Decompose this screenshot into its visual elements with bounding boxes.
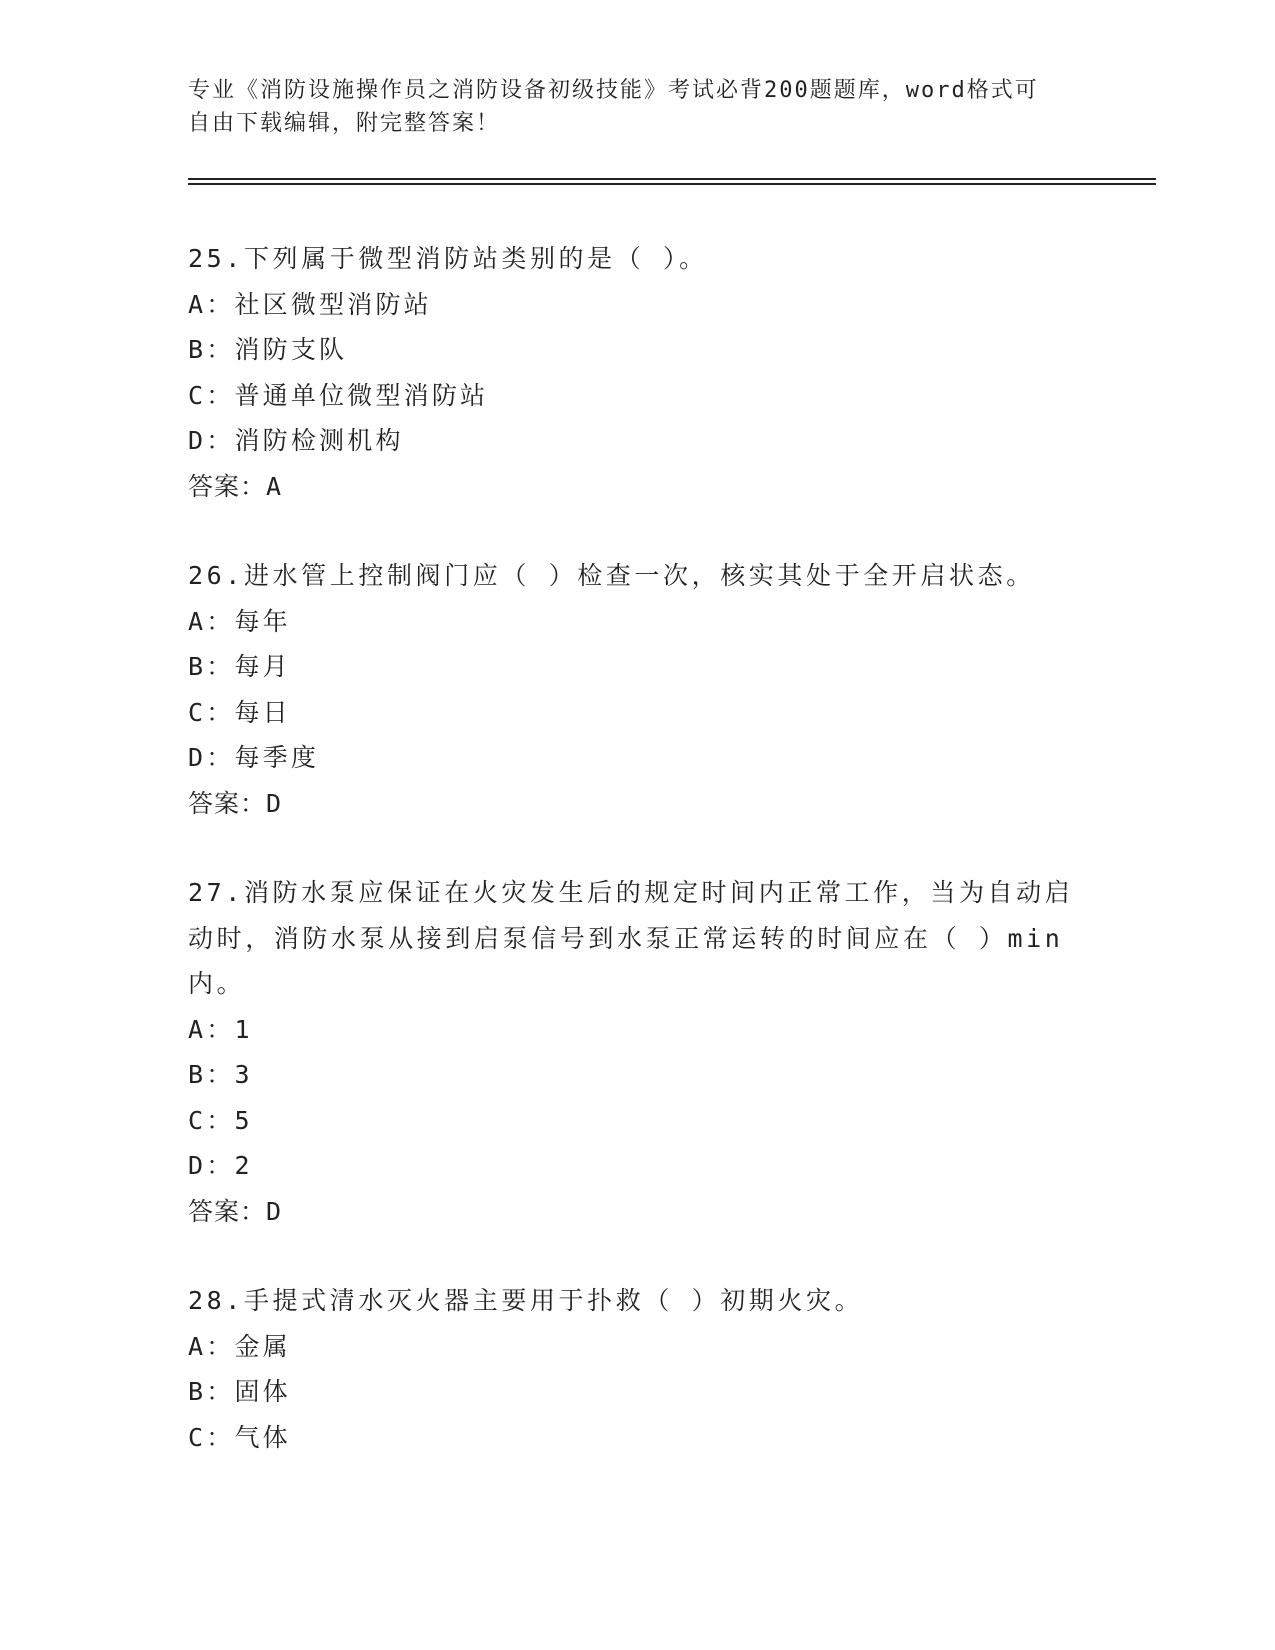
answer-label: 答案： [188,471,267,501]
option-c: C：5 [188,1105,253,1135]
header-line-1: 专业《消防设施操作员之消防设备初级技能》考试必背200题题库，word格式可 [188,78,1039,103]
answer [188,1189,1088,1235]
answer [188,781,1088,827]
option-a: A：每年 [188,606,291,636]
option-b: B：固体 [188,1377,291,1406]
question-stem: 25.下列属于微型消防站类别的是（ ）。 [188,244,708,273]
header-divider-bottom [188,183,1156,185]
answer-value: D [266,1196,283,1226]
option-d: D：每季度 [188,743,320,772]
question-28 [188,1278,1088,1460]
question-25 [188,236,1088,509]
option-c: C：气体 [188,1422,291,1452]
header-line-2: 自由下载编辑，附完整答案！ [188,111,501,136]
answer-label: 答案： [188,1196,267,1226]
option-d: D：消防检测机构 [188,426,404,455]
document-header [188,74,1088,140]
option-a: A：1 [188,1014,253,1044]
question-stem-line-3: 内。 [188,969,246,998]
header-divider-top [188,178,1156,180]
option-b: B：消防支队 [188,335,348,364]
option-a: A：社区微型消防站 [188,289,432,319]
question-26 [188,553,1088,826]
option-c: C：普通单位微型消防站 [188,380,489,410]
answer-value: D [266,788,283,818]
option-a: A：金属 [188,1331,291,1361]
question-stem-line-1: 27.消防水泵应保证在火灾发生后的规定时间内正常工作，当为自动启 [188,878,1074,907]
question-stem: 28.手提式清水灭火器主要用于扑救（ ）初期火灾。 [188,1286,864,1315]
option-b: B：3 [188,1060,253,1089]
option-d: D：2 [188,1151,253,1180]
answer-label: 答案： [188,788,267,818]
question-27 [188,870,1088,1234]
question-list [188,236,1088,1460]
option-c: C：每日 [188,697,291,727]
answer [188,464,1088,510]
question-stem: 26.进水管上控制阀门应（ ）检查一次，核实其处于全开启状态。 [188,561,1035,590]
answer-value: A [266,471,283,501]
option-b: B：每月 [188,652,291,681]
question-stem-line-2: 动时，消防水泵从接到启泵信号到水泵正常运转的时间应在（ ）min [188,923,1064,953]
